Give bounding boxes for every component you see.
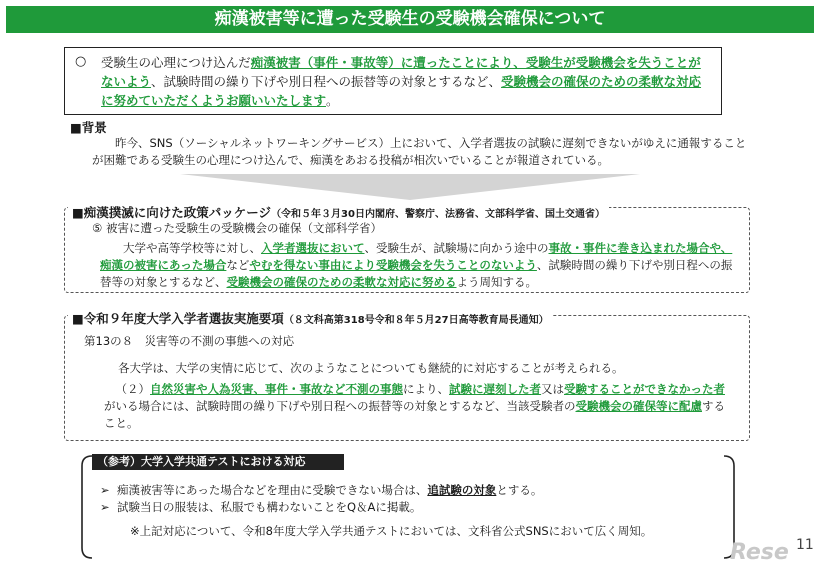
watermark-logo: Rese bbox=[730, 540, 789, 565]
reference-item: ➢ 試験当日の服装は、私服でも構わないことをQ＆Aに掲載。 bbox=[100, 500, 422, 514]
reference-item: ➢ 痴漢被害等にあった場合などを理由に受験できない場合は、追試験の対象とする。 bbox=[100, 483, 543, 497]
guideline-heading: ■令和９年度大学入学者選抜実施要項 bbox=[72, 311, 284, 326]
intro-highlight-1: 痴漢被害（事件・事故等）に遭ったことにより、受験生が受験機会を失うことがないよう bbox=[101, 55, 701, 89]
intro-box bbox=[64, 47, 722, 115]
arrow-bullet-icon: ➢ bbox=[100, 483, 110, 497]
policy-heading-wrap bbox=[68, 203, 609, 221]
background-text: 昨今、SNS（ソーシャルネットワーキングサービス）上において、入学者選抜の試験に遅刻できないがゆえに通報することが困難である受験生の心理につけ込んで、痴漢をあおる投稿が相次いでいることが報道されている。 bbox=[92, 136, 747, 167]
policy-text: 大学や高等学校等に対し、入学者選抜において、受験生が、試験場に向かう途中の事故・事件に巻き込まれた場合や、痴漢の被害にあった場合などやむを得ない事由により受験機会を失うことのないよう、試験時間の繰り下げや別日程への振替等の対象とするなど、受験機会の確保のための柔軟な対応に努めるよう周知する。 bbox=[100, 241, 733, 289]
guideline-heading-note: （８文科高第318号令和８年５月27日高等教育局長通知） bbox=[283, 315, 549, 326]
intro-bullet: ○ bbox=[75, 54, 87, 69]
page-title: 痴漢被害等に遭った受験生の受験機会確保について bbox=[6, 6, 814, 33]
intro-highlight-2: 受験機会の確保のための柔軟な対応に努めていただくようお願いいたします bbox=[101, 74, 702, 108]
policy-heading: ■痴漢撲滅に向けた政策パッケージ bbox=[72, 205, 272, 220]
background-heading: ■背景 bbox=[70, 120, 107, 135]
reference-note: ※上記対応について、令和8年度大学入学共通テストにおいては、文科省公式SNSにおいて広く周知。 bbox=[130, 524, 653, 538]
intro-text: 受験生の心理につけ込んだ痴漢被害（事件・事故等）に遭ったことにより、受験生が受験機会を失うことがないよう、試験時間の繰り下げや別日程への振替等の対象とするなど、受験機会の確保のための柔軟な対応に努めていただくようお願いいたします。 bbox=[101, 55, 702, 108]
policy-heading-note: （令和５年３月30日内閣府、警察庁、法務省、文部科学省、国土交通省） bbox=[271, 209, 605, 220]
guideline-lead: 各大学は、大学の実情に応じて、次のようなことについても継続的に対応することが考えられる。 bbox=[118, 361, 624, 375]
guideline-heading-wrap bbox=[68, 309, 553, 327]
guideline-section: 第13の８ 災害等の不測の事態への対応 bbox=[84, 334, 295, 348]
policy-item: ⑤ 被害に遭った受験生の受験機会の確保（文部科学省） bbox=[92, 221, 382, 235]
arrow-bullet-icon: ➢ bbox=[100, 500, 110, 514]
page-number: 11 bbox=[796, 537, 814, 553]
guideline-text: （２）自然災害や人為災害、事件・事故など不測の事態により、試験に遅刻した者又は受験することができなかった者がいる場合には、試験時間の繰り下げや別日程への振替等の対象とするなど、当該受験者の受験機会の確保等に配慮すること。 bbox=[104, 382, 725, 430]
reference-tag: （参考）大学入学共通テストにおける対応 bbox=[97, 455, 306, 468]
